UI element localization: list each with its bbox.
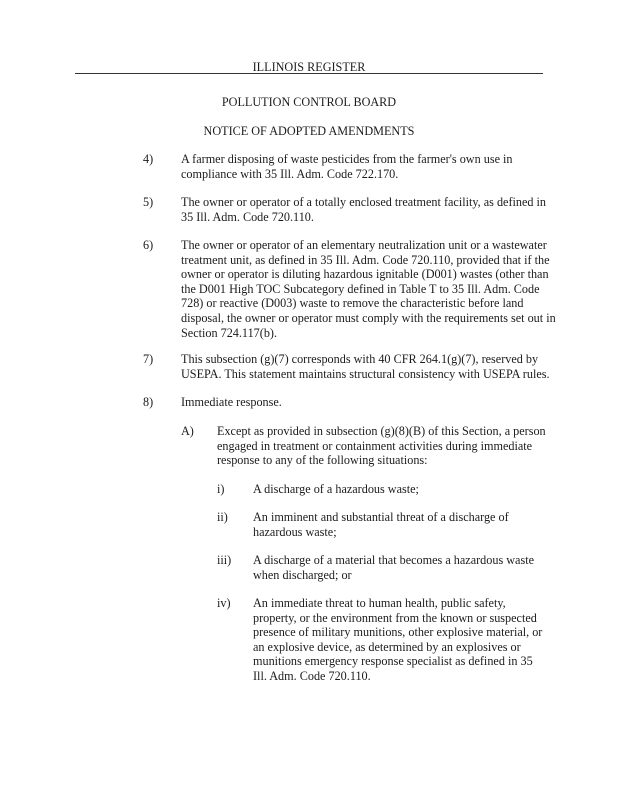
item-text — [181, 238, 556, 340]
subsubitem-number: i) — [217, 482, 225, 496]
text-line: Ill. Adm. Code 720.110. — [253, 668, 371, 683]
text-line: The owner or operator of a totally enclosed treatment facility, as defined in — [181, 195, 547, 209]
text-line: Section 724.117(b). — [181, 325, 278, 340]
text-line: An immediate threat to human health, public safety, — [253, 596, 506, 610]
item-text — [181, 195, 546, 224]
text-line: USEPA. This statement maintains structural consistency with USEPA rules. — [181, 366, 550, 381]
subsubitem-number: iii) — [217, 553, 232, 567]
text-line: engaged in treatment or containment activities during immediate — [217, 438, 533, 453]
item-text — [181, 352, 550, 381]
subsubitem-text — [253, 596, 542, 684]
item-text — [181, 152, 513, 181]
notice-title: NOTICE OF ADOPTED AMENDMENTS — [203, 124, 415, 138]
item-number: 8) — [143, 395, 154, 409]
board-title: POLLUTION CONTROL BOARD — [221, 95, 397, 109]
text-line: treatment unit, as defined in 35 Ill. Adm. Code 720.110, provided that if the — [181, 252, 550, 267]
text-line: An imminent and substantial threat of a discharge of — [253, 510, 509, 524]
text-line: Immediate response. — [181, 395, 282, 409]
item-number: 5) — [143, 195, 154, 209]
text-line: the D001 High TOC Subcategory defined in Table T to 35 Ill. Adm. Code — [181, 281, 540, 296]
text-line: when discharged; or — [253, 567, 352, 582]
register-title: ILLINOIS REGISTER — [252, 60, 366, 74]
text-line: 35 Ill. Adm. Code 720.110. — [181, 209, 314, 224]
text-line: owner or operator is diluting hazardous ignitable (D001) wastes (other than — [181, 267, 549, 282]
text-line: This subsection (g)(7) corresponds with 40 CFR 264.1(g)(7), reserved by — [181, 352, 539, 366]
text-line: munitions emergency response specialist as defined in 35 — [253, 654, 533, 669]
text-line: A discharge of a material that becomes a hazardous waste — [253, 553, 534, 567]
text-line: an explosive device, as determined by an explosives or — [253, 639, 521, 654]
subitem-number: A) — [181, 424, 194, 438]
text-line: Except as provided in subsection (g)(8)(B) of this Section, a person — [217, 424, 546, 438]
text-line: compliance with 35 Ill. Adm. Code 722.170. — [181, 166, 399, 181]
text-line: property, or the environment from the known or suspected — [253, 610, 537, 625]
subsubitem-number: iv) — [217, 596, 231, 610]
item-number: 7) — [143, 352, 154, 366]
text-line: presence of military munitions, other explosive material, or — [253, 625, 543, 640]
item-text — [181, 395, 282, 410]
subitem-text — [217, 424, 546, 468]
subsubitem-number: ii) — [217, 510, 228, 524]
text-line: The owner or operator of an elementary neutralization unit or a wastewater — [181, 238, 547, 252]
subsubitem-text — [253, 510, 509, 539]
subsubitem-text — [253, 553, 534, 582]
item-number: 6) — [143, 238, 154, 252]
text-line: hazardous waste; — [253, 524, 337, 539]
subsubitem-text — [253, 482, 419, 497]
text-line: response to any of the following situations: — [217, 453, 428, 468]
text-line: 728) or reactive (D003) waste to remove the characteristic before land — [181, 296, 524, 311]
text-line: A discharge of a hazardous waste; — [253, 482, 419, 496]
item-number: 4) — [143, 152, 154, 166]
text-line: A farmer disposing of waste pesticides from the farmer's own use in — [181, 152, 513, 166]
text-line: disposal, the owner or operator must comply with the requirements set out in — [181, 310, 556, 325]
